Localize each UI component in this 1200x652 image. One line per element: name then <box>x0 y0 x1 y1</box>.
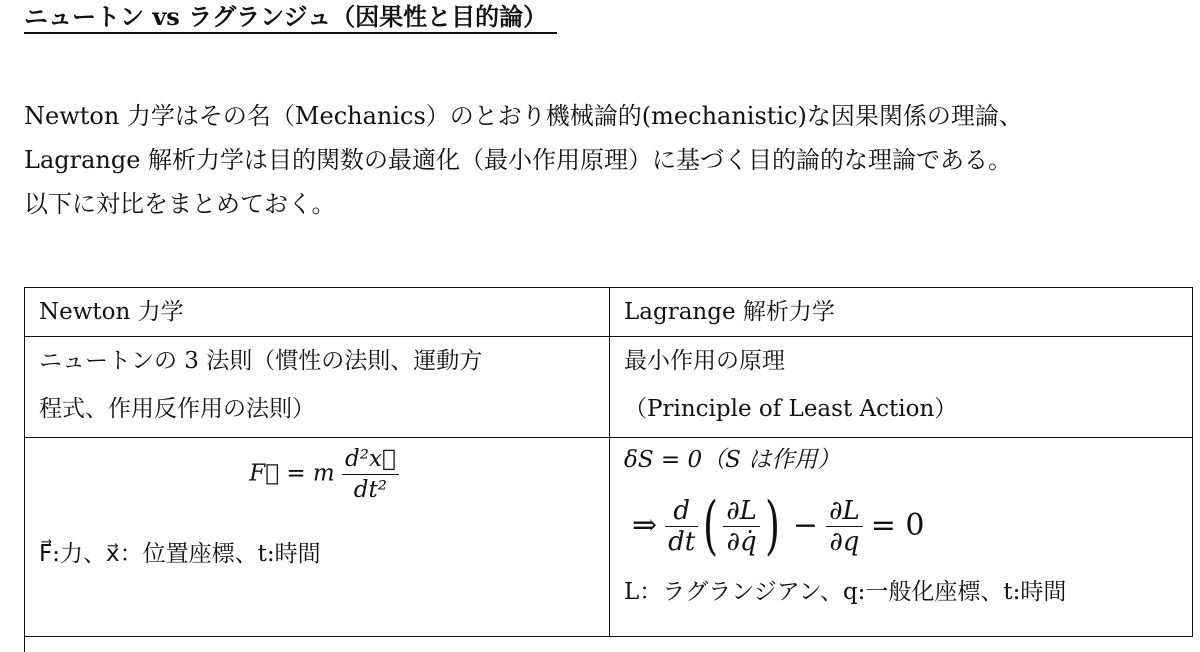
implies-symbol: ⇒ <box>632 508 658 543</box>
lagrange-symbol-note: L：ラグランジアン、q:一般化座標、t:時間 <box>624 579 1067 605</box>
cell-lagrange-equation <box>610 438 1193 637</box>
text-cursor <box>24 635 25 652</box>
partial-q-denominator: ∂q <box>829 526 860 557</box>
right-paren: ) <box>764 489 780 563</box>
newton-symbol-note: F⃗:力、x⃗：位置座標、t:時間 <box>39 541 321 567</box>
header-newton: Newton 力学 <box>25 288 610 337</box>
partial-l-qdot-fraction <box>723 496 760 557</box>
newton-equation <box>39 438 609 530</box>
time-derivative-fraction <box>665 496 698 557</box>
header-lagrange: Lagrange 解析力学 <box>610 288 1193 337</box>
cell-newton-laws <box>25 337 610 438</box>
newton-eq-numerator: d²x⃗ <box>342 444 399 475</box>
newton-eq-lhs: F⃗ = m <box>249 460 335 487</box>
table-row <box>25 288 1193 337</box>
lagrange-principle-line-2: （Principle of Least Action） <box>624 396 958 422</box>
time-derivative-numerator: d <box>665 496 698 527</box>
intro-paragraph <box>24 94 1194 226</box>
partial-qdot-denominator: ∂q̇ <box>726 526 757 557</box>
minus-symbol: − <box>792 508 819 543</box>
comparison-table <box>24 287 1193 637</box>
intro-line-2: Lagrange 解析力学は目的関数の最適化（最小作用原理）に基づく目的論的な理論である。 <box>24 146 1013 174</box>
newton-laws-line-1: ニュートンの 3 法則（慣性の法則、運動方 <box>39 348 483 374</box>
intro-line-1: Newton 力学はその名（Mechanics）のとおり機械論的(mechanistic)な因果関係の理論、 <box>24 102 1023 130</box>
newton-laws-line-2: 程式、作用反作用の法則） <box>39 396 315 422</box>
euler-lagrange-equation <box>624 482 1192 570</box>
time-derivative-denominator: dt <box>668 526 696 557</box>
action-condition: δS = 0（S は作用） <box>624 447 841 473</box>
newton-eq-denominator: dt² <box>353 477 387 503</box>
intro-line-3: 以下に対比をまとめておく。 <box>24 190 336 218</box>
cell-lagrange-principle <box>610 337 1193 438</box>
table-row <box>25 438 1193 637</box>
partial-l-numerator: ∂L <box>723 496 760 527</box>
table-row <box>25 337 1193 438</box>
cell-newton-equation <box>25 438 610 637</box>
partial-l-numerator-2: ∂L <box>826 496 863 527</box>
left-paren: ( <box>703 489 719 563</box>
partial-l-q-fraction <box>826 496 863 557</box>
newton-eq-fraction <box>342 444 399 505</box>
page-title: ニュートン vs ラグランジュ（因果性と目的論） <box>24 2 557 34</box>
lagrange-principle-line-1: 最小作用の原理 <box>624 348 785 374</box>
equals-zero: = 0 <box>870 508 925 543</box>
